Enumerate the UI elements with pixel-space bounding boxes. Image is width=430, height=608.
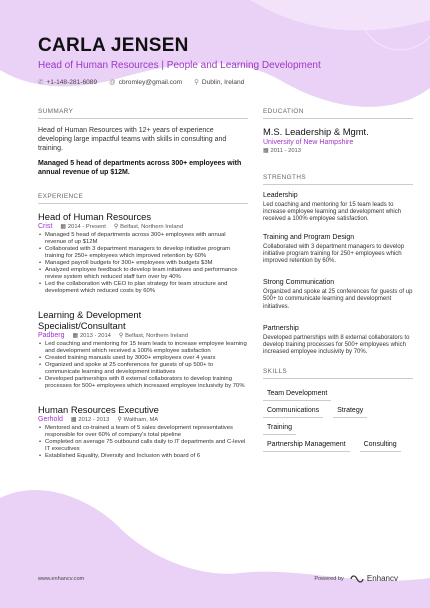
contact-email[interactable]	[109, 78, 182, 86]
skills-list	[263, 386, 413, 454]
company-name: Crist	[38, 223, 53, 230]
job-bullets	[38, 341, 248, 390]
summary-section	[38, 108, 248, 177]
job-title: Head of Human Resources	[38, 211, 152, 222]
strength-item	[263, 279, 413, 311]
contact-location	[194, 78, 244, 86]
job-location	[117, 417, 158, 423]
bullet-item: • Mentored and co-trained a team of 5 sales development representatives responsible for over 60% of company's total pipeline	[38, 425, 248, 439]
footer-wave-decoration	[0, 478, 430, 608]
skill-tag: Consulting	[360, 437, 401, 452]
location-pin-icon: ⚲	[194, 79, 199, 86]
strength-item	[263, 234, 413, 266]
strength-title: Leadership	[263, 192, 298, 199]
job-location	[114, 224, 183, 230]
bullet-item: • Collaborated with 3 department managers to develop initiative program training for 250+ employees which improved retention by 60%	[38, 246, 248, 260]
job-bullets	[38, 425, 248, 460]
strength-item	[263, 192, 413, 224]
education-heading: EDUCATION	[263, 108, 413, 119]
bullet-item: • Analyzed employee feedback to develop team initiatives and performance review system which reduced staff turn over by 40%	[38, 267, 248, 281]
location-pin-icon: ⚲	[118, 332, 124, 339]
bullet-item: • Led the collaboration with CEO to plan strategy for team structure and development which reduced costs by 60%	[38, 281, 248, 295]
enhancv-logo-icon	[350, 575, 364, 583]
page-footer	[38, 574, 398, 583]
job-dates	[60, 224, 106, 230]
skill-tag: Communications	[263, 403, 323, 418]
bullet-item: • Developed partnerships with 8 external collaborators to develop training processes for 500+ employees which increased employee inclusivity by 70%	[38, 376, 248, 390]
bullet-item: • Completed on average 75 outbound calls daily to IT departments and C-level IT executives	[38, 439, 248, 453]
job-bullets	[38, 232, 248, 295]
job-location-text: Belfast, Northern Ireland	[120, 223, 183, 230]
strength-text: Organized and spoke at 25 conferences for guests of up 500+ to communicate learning and development initiatives.	[263, 289, 413, 310]
bullet-item: • Established Equality, Diversity and Inclusion with board of 6	[38, 453, 248, 460]
job-entry	[38, 211, 248, 295]
phone-icon: ✆	[38, 79, 44, 86]
calendar-icon: ▦	[263, 148, 269, 154]
job-title: Learning & Development Specialist/Consultant	[38, 309, 142, 331]
school-name: University of New Hampshire	[263, 139, 354, 146]
job-entry	[38, 309, 248, 390]
brand-logo[interactable]	[350, 574, 398, 583]
job-meta	[38, 223, 248, 230]
strength-title: Training and Program Design	[263, 233, 355, 241]
summary-highlight: Managed 5 head of departments across 300+ employees with annual revenue of up $12M.	[38, 160, 242, 176]
job-meta	[38, 416, 248, 423]
education-dates-text: 2011 - 2013	[270, 148, 301, 154]
calendar-icon: ▦	[60, 223, 66, 230]
location-text: Dublin, Ireland	[201, 78, 245, 86]
job-entry	[38, 404, 248, 460]
job-dates	[72, 333, 110, 339]
strength-title: Strong Communication	[263, 279, 335, 287]
job-dates	[71, 417, 109, 423]
location-pin-icon: ⚲	[113, 223, 119, 230]
footer-site-link[interactable]: www.enhancv.com	[38, 575, 85, 582]
strength-text: Developed partnerships with 8 external collaborators to develop training processes for 500+ employees which increased employee inclusivity by 70%.	[263, 334, 410, 356]
bullet-item: • Managed payroll budgets for 300+ employees with budgets $3M	[38, 260, 248, 267]
right-column	[263, 108, 413, 454]
calendar-icon: ▦	[72, 332, 78, 339]
bullet-item: • Created training manuals used by 3000+ employees over 4 years	[38, 355, 248, 362]
experience-section	[38, 193, 248, 460]
brand-name: Enhancv	[366, 574, 398, 583]
job-dates-text: 2012 - 2013	[78, 416, 110, 423]
strength-item	[263, 325, 413, 357]
phone-text: +1-148-281-6089	[46, 78, 98, 86]
job-dates-text: 2013 - 2014	[79, 332, 111, 339]
resume-header	[38, 36, 398, 86]
company-name: Padberg	[38, 332, 65, 339]
strength-text: Collaborated with 3 department managers to develop initiative program training for 250+ employees which improved retention by 60%.	[263, 243, 405, 265]
left-column	[38, 108, 248, 469]
bullet-item: • Managed 5 head of departments across 300+ employees with annual revenue of up $12M	[38, 232, 248, 246]
at-icon: @	[109, 78, 116, 86]
education-dates	[263, 148, 413, 154]
skill-tag: Partnership Management	[263, 437, 350, 452]
email-text: cbromley@gmail.com	[118, 78, 183, 86]
bullet-item: • Organized and spoke at 25 conferences for guests of up 500+ to communicate learning and development initiatives	[38, 362, 248, 376]
strengths-section	[263, 174, 413, 356]
calendar-icon: ▦	[70, 416, 77, 423]
skills-heading: SKILLS	[263, 368, 413, 379]
job-title: Human Resources Executive	[38, 404, 159, 415]
powered-by-label: Powered by	[314, 575, 344, 582]
skill-tag: Strategy	[333, 403, 367, 418]
bullet-item: • Led coaching and mentoring for 15 team leads to increase employee learning and development which received a 100% employee satisfaction	[38, 341, 248, 355]
location-pin-icon: ⚲	[117, 416, 122, 423]
strength-title: Partnership	[263, 324, 299, 332]
contact-phone[interactable]	[38, 78, 97, 86]
job-location-text: Belfast, Northern Ireland	[125, 332, 188, 339]
job-meta	[38, 332, 248, 339]
skills-section	[263, 368, 413, 454]
strengths-heading: STRENGTHS	[263, 174, 413, 185]
strength-text: Led coaching and mentoring for 15 team leads to increase employee learning and development which received a 100% employee satisfaction.	[263, 202, 402, 223]
summary-text: Head of Human Resources with 12+ years of experience developing large impactful teams with skills in consulting and training.	[38, 127, 227, 152]
job-dates-text: 2014 - Present	[67, 223, 106, 230]
candidate-title: Head of Human Resources | People and Learning Development	[38, 60, 321, 71]
contact-row	[38, 78, 398, 86]
powered-by	[314, 574, 398, 583]
summary-heading: SUMMARY	[38, 108, 248, 119]
degree-title: M.S. Leadership & Mgmt.	[263, 126, 369, 137]
education-section	[263, 108, 413, 154]
skill-tag: Training	[263, 420, 296, 435]
job-location	[119, 333, 188, 339]
skill-tag: Team Development	[263, 386, 331, 401]
job-location-text: Waltham, MA	[123, 416, 159, 423]
experience-heading: EXPERIENCE	[38, 193, 248, 204]
candidate-name: CARLA JENSEN	[38, 35, 189, 56]
company-name: Gerhold	[38, 416, 63, 423]
